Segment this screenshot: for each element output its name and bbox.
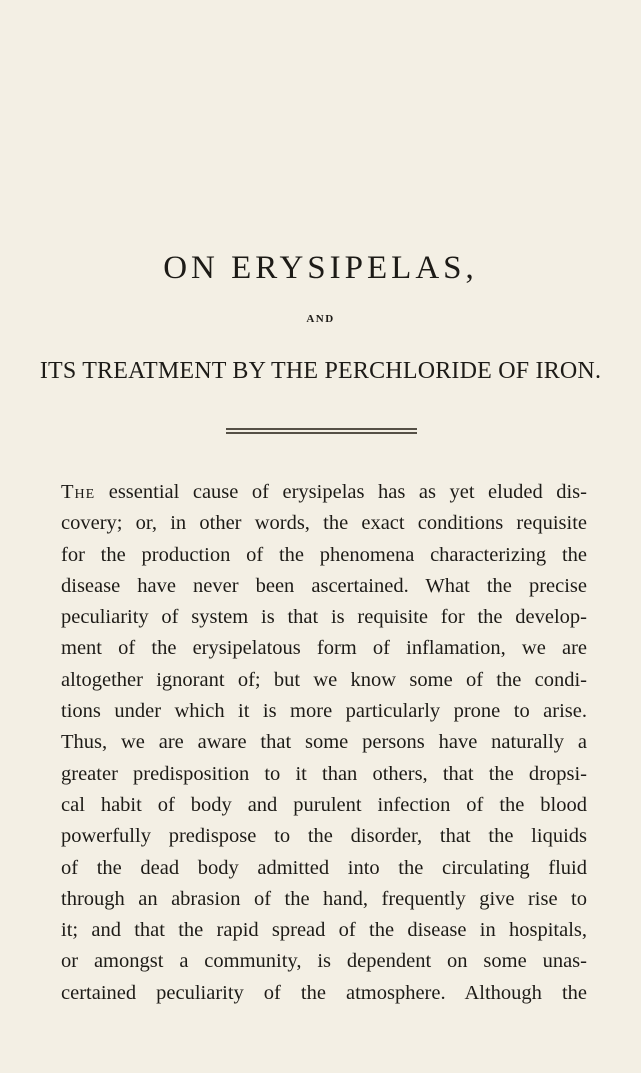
first-line-text: essential cause of erysipelas has as yet eluded dis- xyxy=(95,481,587,503)
body-line: Thus, we are aware that some persons have naturally a xyxy=(61,731,587,754)
body-line: of the dead body admitted into the circulating fluid xyxy=(61,856,587,879)
body-line-1 xyxy=(61,477,587,508)
chapter-title: ON ERYSIPELAS, xyxy=(163,250,478,286)
body-line: ment of the erysipelatous form of inflamation, we are xyxy=(61,637,587,660)
chapter-subtitle: ITS TREATMENT BY THE PERCHLORIDE OF IRON. xyxy=(39,358,602,384)
double-rule-bottom xyxy=(226,432,417,434)
body-line: it; and that the rapid spread of the disease in hospitals, xyxy=(61,919,587,942)
body-line: covery; or, in other words, the exact conditions requisite xyxy=(61,512,587,535)
body-paragraph xyxy=(61,477,587,1009)
body-line: tions under which it is more particularly prone to arise. xyxy=(61,700,587,723)
body-line: powerfully predispose to the disorder, that the liquids xyxy=(61,825,587,848)
body-line: or amongst a community, is dependent on some unas- xyxy=(61,950,587,973)
body-line: through an abrasion of the hand, frequently give rise to xyxy=(61,887,587,910)
title-conjunction: AND xyxy=(306,313,335,325)
body-line: altogether ignorant of; but we know some of the condi- xyxy=(61,668,587,691)
body-line: cal habit of body and purulent infection of the blood xyxy=(61,793,587,816)
body-line: peculiarity of system is that is requisite for the develop- xyxy=(61,606,587,629)
body-line: for the production of the phenomena characterizing the xyxy=(61,543,587,566)
body-line: disease have never been ascertained. What the precise xyxy=(61,574,587,597)
double-rule-top xyxy=(226,428,417,430)
lead-word: The xyxy=(61,481,96,503)
body-line: greater predisposition to it than others, that the dropsi- xyxy=(61,762,587,785)
body-line: certained peculiarity of the atmosphere. Although the xyxy=(61,981,587,1004)
